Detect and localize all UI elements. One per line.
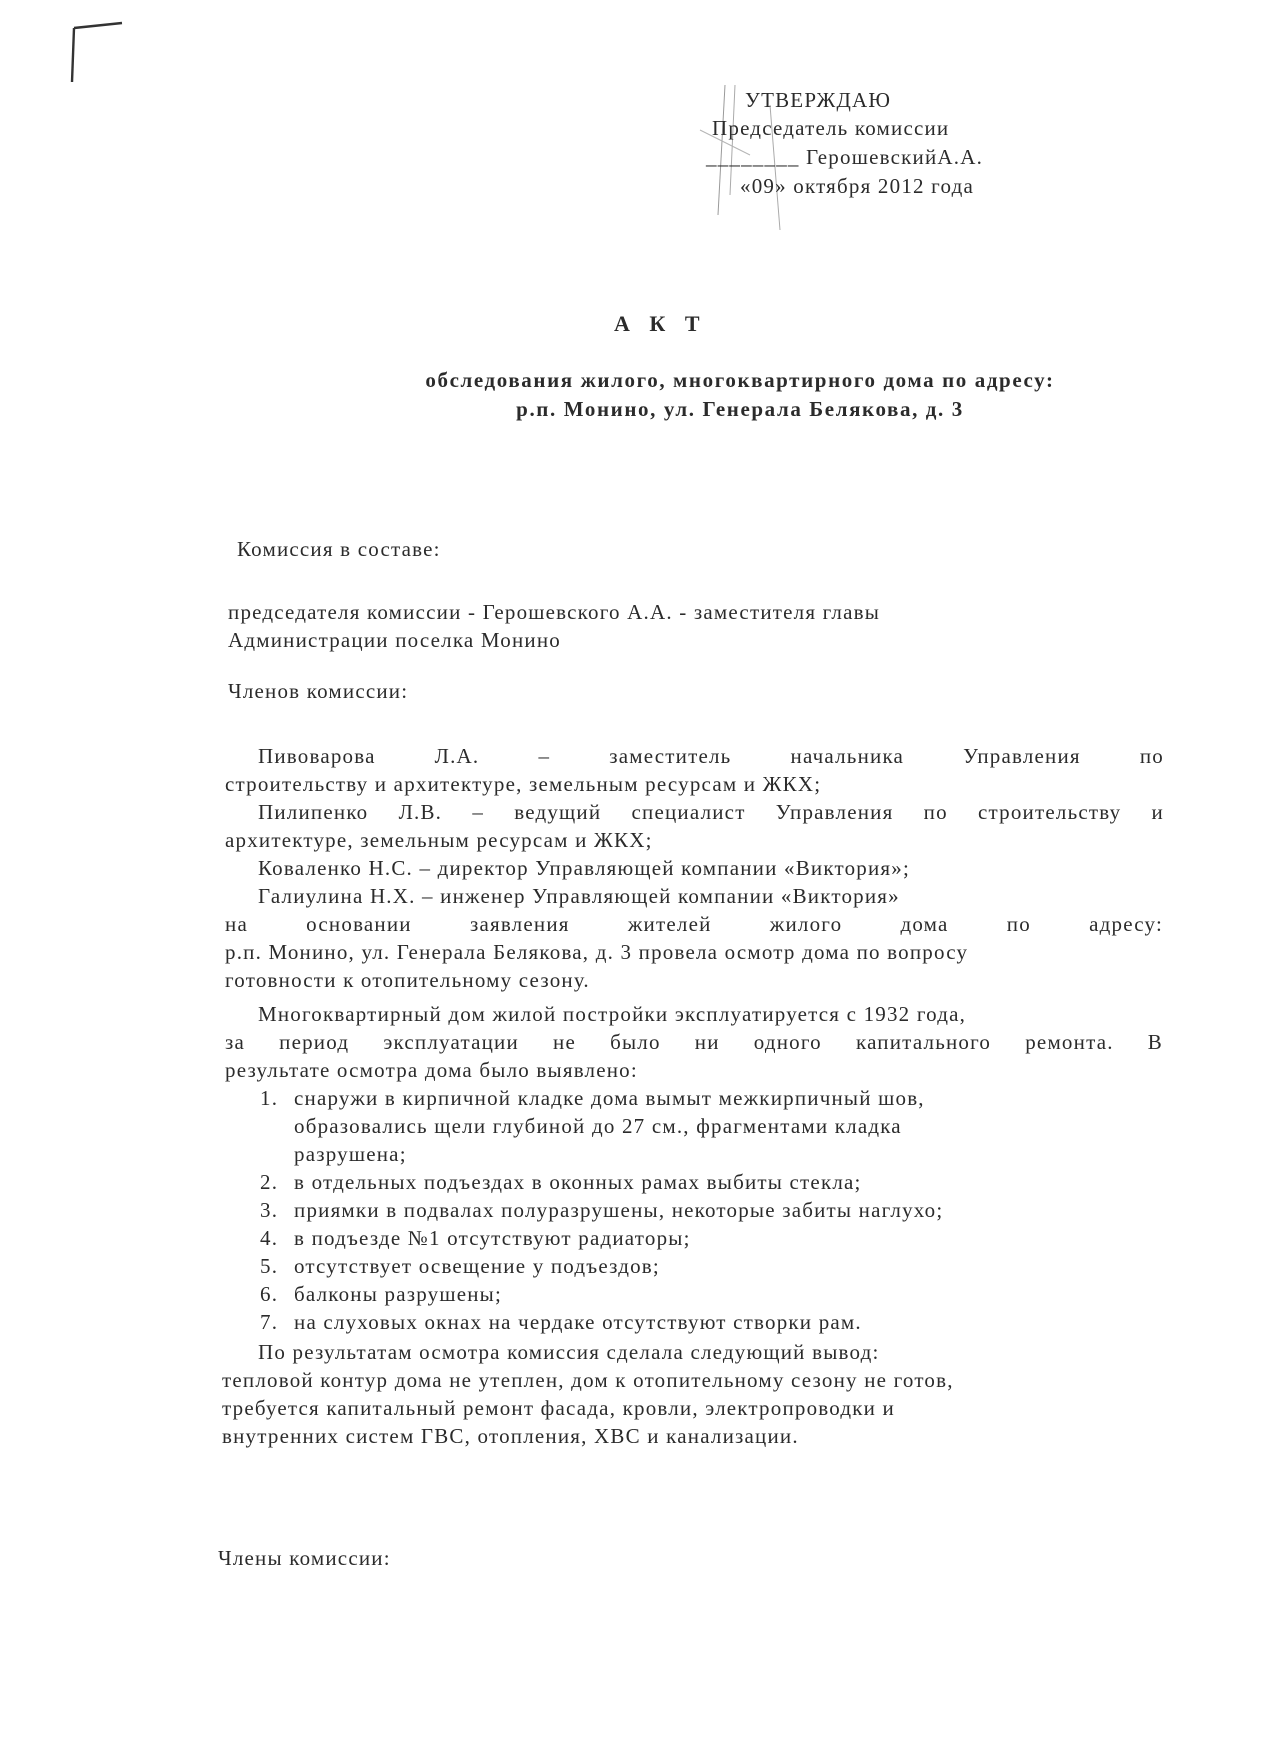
chairman-line2: Администрации поселка Монино xyxy=(228,628,561,652)
conclusion-line4: внутренних систем ГВС, отопления, ХВС и канализации. xyxy=(222,1424,799,1448)
document-subtitle-line1: обследования жилого, многоквартирного дома по адресу: xyxy=(425,368,1055,392)
finding-number: 1. xyxy=(260,1086,279,1110)
conclusion-line2: тепловой контур дома не утеплен, дом к отопительному сезону не готов, xyxy=(222,1368,954,1392)
members-heading: Членов комиссии: xyxy=(228,679,409,703)
finding-number: 2. xyxy=(260,1170,279,1194)
member-3: Коваленко Н.С. – директор Управляющей компании «Виктория»; xyxy=(258,856,911,880)
finding-text: в отдельных подъездах в оконных рамах выбиты стекла; xyxy=(294,1170,862,1194)
document-title: А К Т xyxy=(614,311,707,336)
finding-number: 5. xyxy=(260,1254,279,1278)
description-line3: результате осмотра дома было выявлено: xyxy=(225,1058,638,1082)
description-line1: Многоквартирный дом жилой постройки эксплуатируется с 1932 года, xyxy=(258,1002,967,1026)
member-2-line2: архитектуре, земельным ресурсам и ЖКХ; xyxy=(225,828,653,852)
finding-text: балконы разрушены; xyxy=(294,1282,503,1306)
basis-line2: р.п. Монино, ул. Генерала Белякова, д. 3 провела осмотр дома по вопросу xyxy=(225,940,969,964)
member-2-line1: Пилипенко Л.В. – ведущий специалист Управления по строительству и xyxy=(258,800,1164,824)
finding-number: 3. xyxy=(260,1198,279,1222)
finding-1 xyxy=(260,1084,925,1112)
finding-2 xyxy=(260,1168,862,1196)
chairman-line1: председателя комиссии - Герошевского А.А. - заместителя главы xyxy=(228,600,881,624)
finding-text: отсутствует освещение у подъездов; xyxy=(294,1254,660,1278)
finding-4 xyxy=(260,1224,691,1252)
description-line2: за период эксплуатации не было ни одного капитального ремонта. В xyxy=(225,1030,1163,1054)
finding-5 xyxy=(260,1252,660,1280)
finding-3 xyxy=(260,1196,943,1224)
basis-line1: на основании заявления жителей жилого дома по адресу: xyxy=(225,912,1163,936)
finding-number: 4. xyxy=(260,1226,279,1250)
approval-position: Председатель комиссии xyxy=(712,116,950,140)
commission-intro: Комиссия в составе: xyxy=(237,537,441,561)
finding-text: приямки в подвалах полуразрушены, некоторые забиты наглухо; xyxy=(294,1198,944,1222)
conclusion-line3: требуется капитальный ремонт фасада, кровли, электропроводки и xyxy=(222,1396,895,1420)
finding-7 xyxy=(260,1308,862,1336)
finding-number: 7. xyxy=(260,1310,279,1334)
member-1-line1: Пивоварова Л.А. – заместитель начальника Управления по xyxy=(258,744,1164,768)
finding-1-line2: образовались щели глубиной до 27 см., фрагментами кладка xyxy=(294,1114,902,1138)
conclusion-line1: По результатам осмотра комиссия сделала следующий вывод: xyxy=(258,1340,880,1364)
finding-text: на слуховых окнах на чердаке отсутствуют створки рам. xyxy=(294,1310,862,1334)
basis-line3: готовности к отопительному сезону. xyxy=(225,968,590,992)
signatures-heading: Члены комиссии: xyxy=(218,1546,391,1570)
finding-text: в подъезде №1 отсутствуют радиаторы; xyxy=(294,1226,691,1250)
approval-heading: УТВЕРЖДАЮ xyxy=(745,88,892,112)
finding-number: 6. xyxy=(260,1282,279,1306)
member-1-line2: строительству и архитектуре, земельным ресурсам и ЖКХ; xyxy=(225,772,822,796)
approval-date: «09» октября 2012 года xyxy=(740,174,974,198)
member-4: Галиулина Н.Х. – инженер Управляющей компании «Виктория» xyxy=(258,884,900,908)
finding-6 xyxy=(260,1280,502,1308)
finding-1-line3: разрушена; xyxy=(294,1142,407,1166)
approval-signature-line: ________ ГерошевскийА.А. xyxy=(706,145,984,169)
handwritten-mark-icon xyxy=(70,20,130,90)
document-subtitle-line2: р.п. Монино, ул. Генерала Белякова, д. 3 xyxy=(516,397,964,421)
finding-text: снаружи в кирпичной кладке дома вымыт межкирпичный шов, xyxy=(294,1086,925,1110)
